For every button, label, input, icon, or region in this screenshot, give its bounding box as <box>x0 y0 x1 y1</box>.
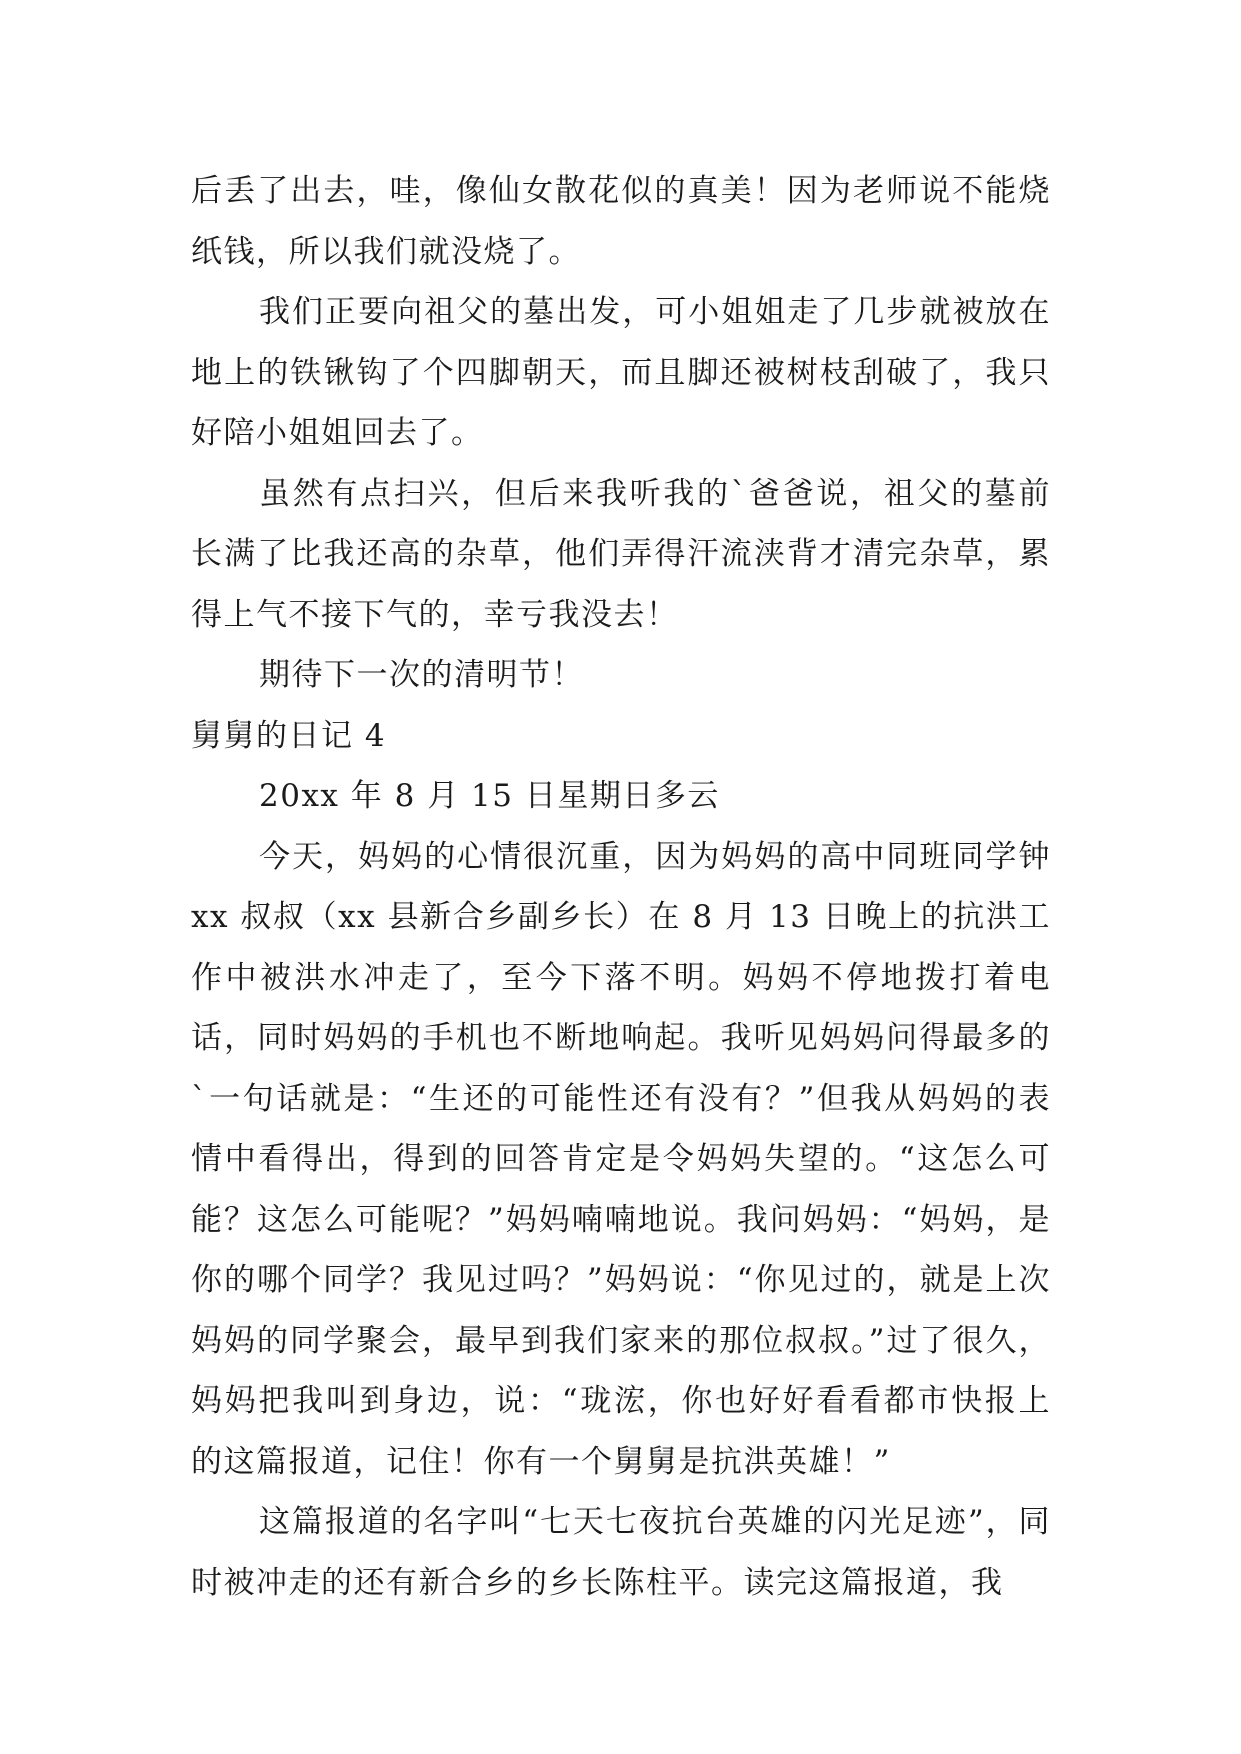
diary-date-line: 20xx 年 8 月 15 日星期日多云 <box>259 778 720 814</box>
paragraph-1: 后丢了出去，哇，像仙女散花似的真美！因为老师说不能烧纸钱，所以我们就没烧了。 <box>191 173 1051 270</box>
paragraph-3: 虽然有点扫兴，但后来我听我的`爸爸说，祖父的墓前长满了比我还高的杂草，他们弄得汗流浃背才清完杂草，累得上气不接下气的，幸亏我没去！ <box>191 475 1051 633</box>
document-body <box>191 161 1063 1613</box>
section-heading: 舅舅的日记 4 <box>191 717 387 754</box>
paragraph-4: 期待下一次的清明节！ <box>259 657 584 693</box>
paragraph-6: 今天，妈妈的心情很沉重，因为妈妈的高中同班同学钟 xx 叔叔（xx 县新合乡副乡长）在 8 月 13 日晚上的抗洪工作中被洪水冲走了，至今下落不明。妈妈不停地拨打着电话，同时妈妈的手机也不断地响起。我听见妈妈问得最多的`一句话就是：“生还的可能性还有没有？”但我从妈妈的表情中看得出，得到的回答肯定是令妈妈失望的。“这怎么可能？这怎么可能呢？”妈妈喃喃地说。我问妈妈：“妈妈，是你的哪个同学？我见过吗？”妈妈说：“你见过的，就是上次妈妈的同学聚会，最早到我们家来的那位叔叔。”过了很久，妈妈把我叫到身边，说：“珑浤，你也好好看看都市快报上的这篇报道，记住！你有一个舅舅是抗洪英雄！” <box>191 838 1063 1480</box>
paragraph-7: 这篇报道的名字叫“七天七夜抗台英雄的闪光足迹”，同时被冲走的还有新合乡的乡长陈柱平。读完这篇报道，我 <box>191 1504 1051 1601</box>
paragraph-2: 我们正要向祖父的墓出发，可小姐姐走了几步就被放在地上的铁锹钩了个四脚朝天，而且脚还被树枝刮破了，我只好陪小姐姐回去了。 <box>191 294 1051 451</box>
